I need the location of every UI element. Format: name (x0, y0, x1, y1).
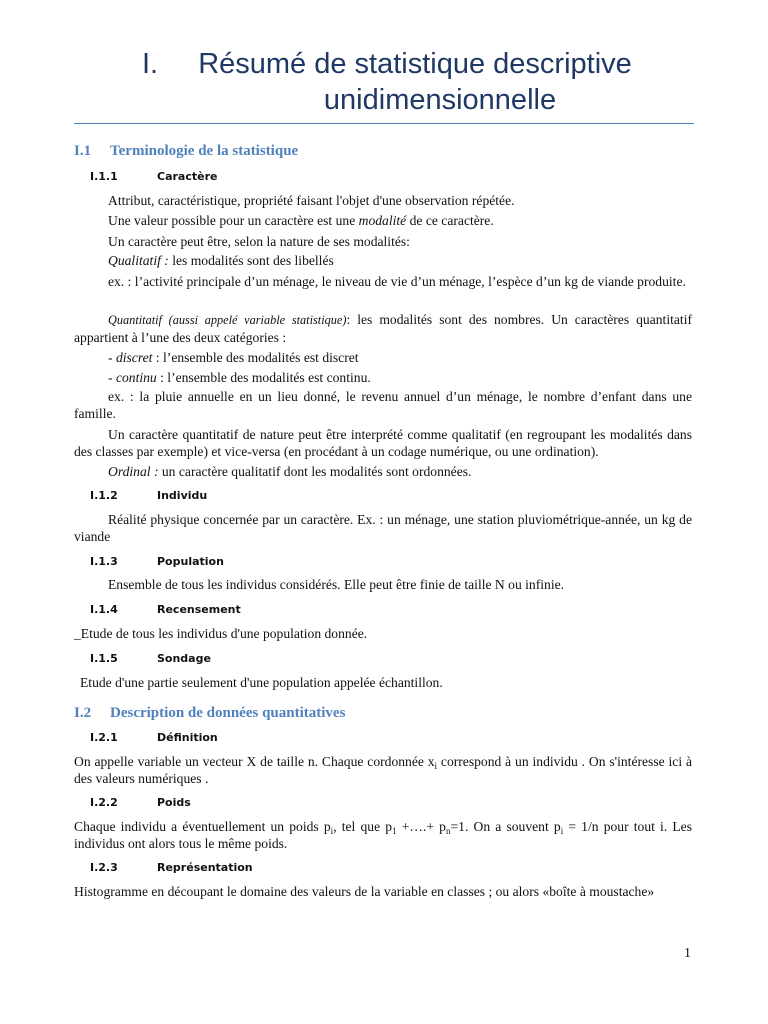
section-title: Description de données quantitatives (110, 705, 346, 721)
paragraph (74, 369, 692, 386)
subsection-title: Caractère (157, 170, 218, 183)
chapter-number: I. (142, 48, 159, 80)
section-heading-1 (74, 143, 298, 160)
section-number: I.2 (74, 705, 92, 721)
subsection-number: I.1.2 (90, 489, 118, 502)
section-heading-2 (74, 705, 345, 722)
text: On appelle variable un vecteur X de taille n. Chaque cordonnée x (74, 754, 435, 769)
paragraph: Attribut, caractéristique, propriété faisant l'objet d'une observation répétée. (108, 193, 515, 208)
paragraph: Etude d'une partie seulement d'une population appelée échantillon. (80, 675, 443, 690)
subsection-number: I.2.1 (90, 731, 118, 744)
subscript: 1 (392, 826, 397, 836)
text: de ce caractère. (406, 213, 494, 228)
text: = 1/n pour tout i. Les individus ont alors tous le même poids. (74, 819, 693, 851)
chapter-title-line2: unidimensionnelle (323, 84, 557, 116)
paragraph: Réalité physique concernée par un caractère. Ex. : un ménage, une station pluviométrique-année, un kg de viande (74, 512, 692, 544)
subsection-number: I.1.4 (90, 603, 118, 616)
paragraph: ex. : la pluie annuelle en un lieu donné, le revenu annuel d’un ménage, le nombre d’enfant dans une famille. (74, 389, 692, 421)
subsection-number: I.2.3 (90, 861, 118, 874)
paragraph: Histogramme en découpant le domaine des valeurs de la variable en classes ; ou alors «boîte à moustache» (74, 884, 655, 899)
subsection-number: I.1.3 (90, 555, 118, 568)
chapter-title-text1: Résumé de statistique descriptive (198, 48, 632, 80)
subsection-title: Recensement (157, 603, 241, 616)
paragraph (74, 212, 692, 229)
text: : l’ensemble des modalités est continu. (156, 370, 371, 385)
text-italic: modalité (358, 213, 407, 228)
text: - (108, 350, 116, 365)
subsection-title: Définition (157, 731, 218, 744)
text-italic: continu (115, 370, 157, 385)
paragraph (74, 252, 692, 269)
subsection-title: Poids (157, 796, 191, 809)
section-title: Terminologie de la statistique (110, 143, 299, 159)
text: +….+ p (396, 819, 446, 834)
text: =1. On a souvent p (450, 819, 561, 834)
text: un caractère qualitatif dont les modalités sont ordonnées. (158, 464, 472, 479)
text: - (108, 370, 116, 385)
subsection-title: Individu (157, 489, 208, 502)
paragraph (74, 463, 692, 480)
text: correspond à un individu . On s'intéresse ici à des valeurs numériques . (74, 754, 692, 786)
paragraph (74, 349, 692, 366)
text: les modalités sont des libellés (168, 253, 334, 268)
chapter-title-line1 (70, 50, 700, 79)
text-italic: Qualitatif : (108, 253, 169, 268)
text-italic: Ordinal : (108, 464, 159, 479)
paragraph (74, 753, 692, 787)
subsection-title: Population (157, 555, 224, 568)
text: , tel que p (333, 819, 393, 834)
text-italic: discret (115, 350, 153, 365)
paragraph: Un caractère peut être, selon la nature de ses modalités: (108, 234, 410, 249)
text: Chaque individu a éventuellement un poids p (74, 819, 331, 834)
paragraph: Ensemble de tous les individus considérés. Elle peut être finie de taille N ou infinie. (108, 577, 565, 592)
subsection-title: Sondage (157, 652, 211, 665)
subsection-title: Représentation (157, 861, 253, 874)
page-number: 1 (684, 946, 691, 961)
text: : l’ensemble des modalités est discret (152, 350, 359, 365)
paragraph: _Etude de tous les individus d'une population donnée. (74, 626, 368, 641)
paragraph (74, 818, 692, 852)
paragraph (74, 311, 692, 346)
subsection-number: I.1.5 (90, 652, 118, 665)
subscript: i (434, 761, 438, 771)
text: Une valeur possible pour un caractère est une (108, 213, 359, 228)
text-italic: Quantitatif (aussi appelé variable statistique) (108, 313, 347, 327)
section-number: I.1 (74, 143, 92, 159)
subsection-number: I.2.2 (90, 796, 118, 809)
subscript: n (445, 826, 451, 836)
subscript: i (560, 826, 564, 836)
paragraph: ex. : l’activité principale d’un ménage, le niveau de vie d’un ménage, l’espèce d’un kg de viande produite. (108, 274, 686, 289)
text: : les modalités sont des nombres. Un caractères quantitatif appartient à l’une des deux catégories : (74, 312, 692, 345)
paragraph: Un caractère quantitatif de nature peut être interprété comme qualitatif (en regroupant les modalités dans des classes par exemple) et vice-versa (en procédant à un codage numérique, ou une ordination). (74, 427, 692, 459)
subscript: i (330, 826, 334, 836)
subsection-number: I.1.1 (90, 170, 118, 183)
title-divider (74, 123, 694, 124)
